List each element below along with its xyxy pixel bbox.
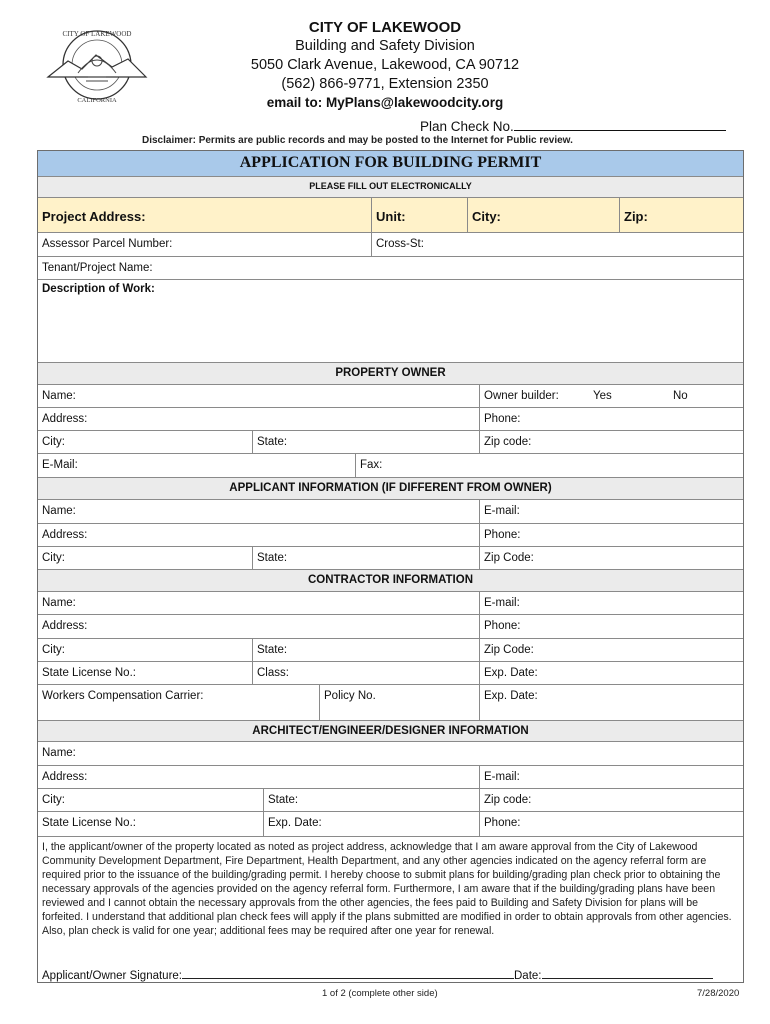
permit-form: [37, 150, 744, 983]
date-label: Date:: [514, 970, 542, 982]
owner-city-field[interactable]: City:: [38, 431, 253, 454]
contractor-license-field[interactable]: State License No.:: [38, 662, 253, 685]
city-address: 5050 Clark Avenue, Lakewood, CA 90712: [250, 57, 520, 73]
owner-builder-no[interactable]: No: [673, 390, 688, 402]
description-field[interactable]: Description of Work:: [38, 280, 743, 363]
declaration-text: I, the applicant/owner of the property located as noted as project address, acknowledge that I am aware approval from the City of Lakewood Community Development Department, Fire Department, Health Department, and any other agencies indicated on the agency referral form are required prior to the issuance of the building/grading permit. I hereby choose to submit plans for building/grading plan check prior to obtaining the necessary approvals of the agencies provided on the agency referral form. Furthermore, I am aware that if the building/grading plans have been reviewed and I cannot obtain the necessary approvals from the other agencies, the fees paid to Building and Safety Division for plans will be forfeited. I understand that additional plan check fees will apply if the plans submitted are modified in order to obtain approvals from other agencies. Also, plan check is valid for one year; additional fees may be required after one year for renewal.: [42, 841, 732, 937]
date-field[interactable]: [542, 967, 713, 979]
applicant-city-field[interactable]: City:: [38, 547, 253, 570]
applicant-address-field[interactable]: Address:: [38, 524, 480, 547]
policy-number-field[interactable]: Policy No.: [320, 685, 480, 721]
owner-zip-field[interactable]: Zip code:: [480, 431, 743, 454]
owner-builder-yes[interactable]: Yes: [593, 390, 612, 402]
project-address-field[interactable]: Project Address:: [38, 198, 372, 233]
architect-zip-field[interactable]: Zip code:: [480, 789, 743, 812]
signature-field[interactable]: [182, 967, 514, 979]
contractor-address-field[interactable]: Address:: [38, 615, 480, 639]
architect-exp-date-field[interactable]: Exp. Date:: [264, 812, 480, 837]
tenant-name-field[interactable]: Tenant/Project Name:: [38, 257, 743, 280]
workers-comp-field[interactable]: Workers Compensation Carrier:: [38, 685, 320, 721]
owner-email-field[interactable]: E-Mail:: [38, 454, 356, 478]
form-subtitle: PLEASE FILL OUT ELECTRONICALLY: [38, 177, 743, 198]
owner-builder-label: Owner builder:: [484, 390, 559, 402]
disclaimer: Disclaimer: Permits are public records and may be posted to the Internet for Public review.: [142, 135, 573, 146]
contractor-state-field[interactable]: State:: [253, 639, 480, 662]
applicant-state-field[interactable]: State:: [253, 547, 480, 570]
city-phone: (562) 866-9771, Extension 2350: [281, 76, 489, 92]
contractor-email-field[interactable]: E-mail:: [480, 592, 743, 615]
contractor-name-field[interactable]: Name:: [38, 592, 480, 615]
signature-row: [42, 967, 713, 982]
plan-check-field[interactable]: [514, 117, 726, 131]
owner-state-field[interactable]: State:: [253, 431, 480, 454]
contractor-phone-field[interactable]: Phone:: [480, 615, 743, 639]
architect-name-field[interactable]: Name:: [38, 742, 743, 766]
division-name: Building and Safety Division: [295, 38, 475, 54]
submission-email: email to: MyPlans@lakewoodcity.org: [266, 95, 504, 110]
plan-check-row: [420, 117, 726, 134]
architect-email-field[interactable]: E-mail:: [480, 766, 743, 789]
applicant-heading: APPLICANT INFORMATION (IF DIFFERENT FROM OWNER): [38, 478, 743, 500]
owner-builder-cell: [480, 385, 743, 408]
plan-check-label: Plan Check No.: [420, 119, 514, 134]
architect-heading: ARCHITECT/ENGINEER/DESIGNER INFORMATION: [38, 721, 743, 742]
city-title: CITY OF LAKEWOOD: [308, 19, 462, 36]
architect-city-field[interactable]: City:: [38, 789, 264, 812]
unit-field[interactable]: Unit:: [372, 198, 468, 233]
architect-license-field[interactable]: State License No.:: [38, 812, 264, 837]
policy-exp-date-field[interactable]: Exp. Date:: [480, 685, 743, 721]
svg-text:CALIFORNIA: CALIFORNIA: [77, 97, 117, 104]
signature-label: Applicant/Owner Signature:: [42, 970, 182, 982]
applicant-phone-field[interactable]: Phone:: [480, 524, 743, 547]
architect-phone-field[interactable]: Phone:: [480, 812, 743, 837]
owner-fax-field[interactable]: Fax:: [356, 454, 743, 478]
svg-text:CITY OF LAKEWOOD: CITY OF LAKEWOOD: [62, 30, 132, 38]
applicant-email-field[interactable]: E-mail:: [480, 500, 743, 524]
page-number: 1 of 2 (complete other side): [322, 988, 438, 999]
architect-state-field[interactable]: State:: [264, 789, 480, 812]
contractor-heading: CONTRACTOR INFORMATION: [38, 570, 743, 592]
contractor-zip-field[interactable]: Zip Code:: [480, 639, 743, 662]
contractor-city-field[interactable]: City:: [38, 639, 253, 662]
form-title: APPLICATION FOR BUILDING PERMIT: [38, 151, 743, 177]
applicant-zip-field[interactable]: Zip Code:: [480, 547, 743, 570]
owner-address-field[interactable]: Address:: [38, 408, 480, 431]
project-city-field[interactable]: City:: [468, 198, 620, 233]
contractor-exp-date-field[interactable]: Exp. Date:: [480, 662, 743, 685]
property-owner-heading: PROPERTY OWNER: [38, 363, 743, 385]
owner-name-field[interactable]: Name:: [38, 385, 480, 408]
apn-field[interactable]: Assessor Parcel Number:: [38, 233, 372, 257]
revision-date: 7/28/2020: [697, 988, 740, 999]
cross-street-field[interactable]: Cross-St:: [372, 233, 743, 257]
city-seal-logo: [46, 25, 148, 105]
applicant-name-field[interactable]: Name:: [38, 500, 480, 524]
project-zip-field[interactable]: Zip:: [620, 198, 743, 233]
owner-phone-field[interactable]: Phone:: [480, 408, 743, 431]
architect-address-field[interactable]: Address:: [38, 766, 480, 789]
contractor-class-field[interactable]: Class:: [253, 662, 480, 685]
